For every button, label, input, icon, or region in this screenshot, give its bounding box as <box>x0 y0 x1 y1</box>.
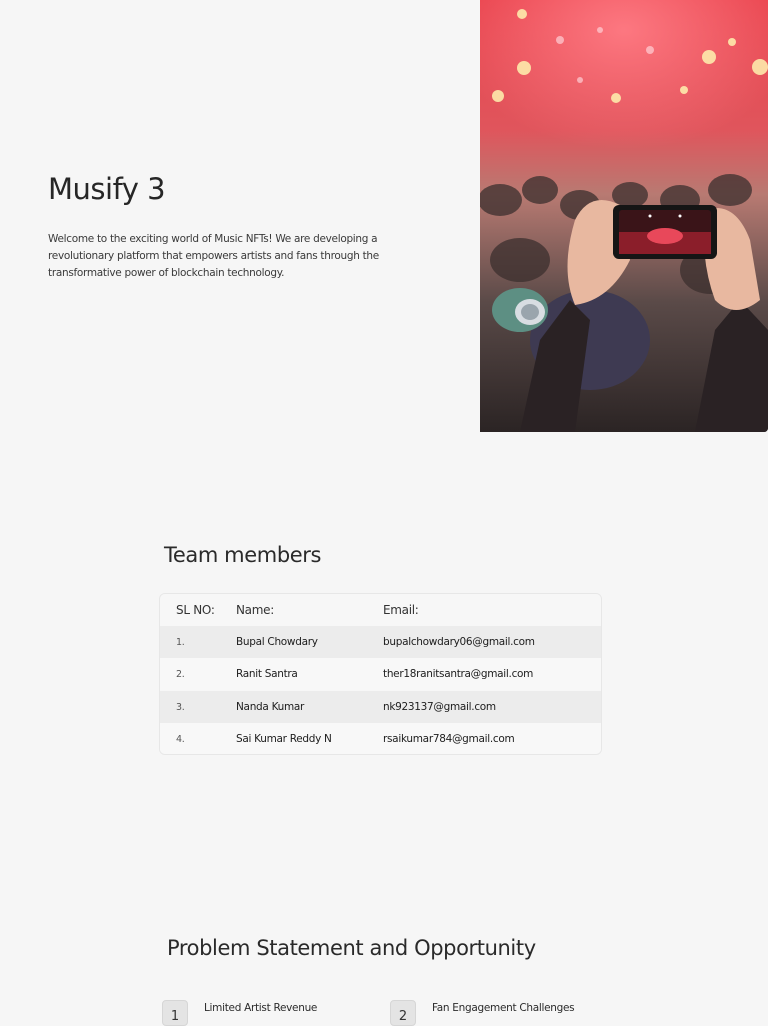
row-name: Sai Kumar Reddy N <box>236 733 332 745</box>
row-email: ther18ranitsantra@gmail.com <box>383 668 534 680</box>
table-row <box>160 723 601 755</box>
row-email: bupalchowdary06@gmail.com <box>383 636 535 648</box>
hero-image <box>480 0 768 432</box>
table-row <box>160 691 601 723</box>
table-row <box>160 626 601 658</box>
team-section-title: Team members <box>164 543 322 567</box>
header-email: Email: <box>383 603 419 617</box>
row-sl-no: 3. <box>176 701 185 713</box>
hero-description: Welcome to the exciting world of Music NFTs! We are developing a revolutionary platform that empowers artists and fans through the transformative power of blockchain technology. <box>48 233 379 279</box>
number-badge: 2 <box>390 1000 416 1026</box>
row-sl-no: 4. <box>176 733 185 745</box>
problem-item-label: Fan Engagement Challenges <box>432 1002 575 1014</box>
table-row <box>160 658 601 690</box>
row-name: Ranit Santra <box>236 668 298 680</box>
table-header-row <box>160 594 601 626</box>
header-name: Name: <box>236 603 274 617</box>
problem-item-label: Limited Artist Revenue <box>204 1002 318 1014</box>
header-sl-no: SL NO: <box>176 603 215 617</box>
row-sl-no: 2. <box>176 668 185 680</box>
row-name: Bupal Chowdary <box>236 636 318 648</box>
row-email: nk923137@gmail.com <box>383 701 496 713</box>
row-sl-no: 1. <box>176 636 185 648</box>
problem-section-title: Problem Statement and Opportunity <box>167 936 536 960</box>
hero-title: Musify 3 <box>48 172 166 206</box>
row-name: Nanda Kumar <box>236 701 305 713</box>
number-badge: 1 <box>162 1000 188 1026</box>
team-table <box>159 593 602 755</box>
row-email: rsaikumar784@gmail.com <box>383 733 515 745</box>
